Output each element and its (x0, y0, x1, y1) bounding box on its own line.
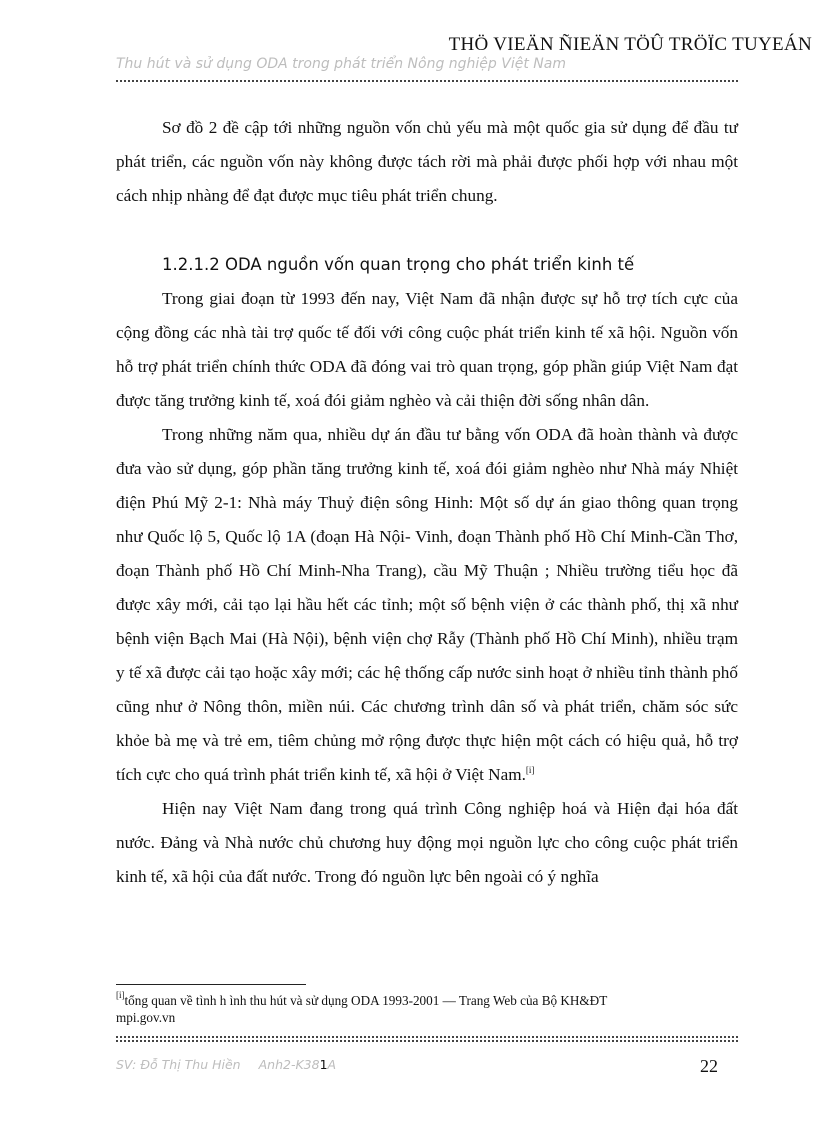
paragraph-1: Trong giai đoạn từ 1993 đến nay, Việt Nam đã nhận được sự hỗ trợ tích cực của cộng đồng các nhà tài trợ quốc tế đối với công cuộc phát triển kinh tế xã hội. Nguồn vốn hỗ trợ phát triển chính thức ODA đã đóng vai trò quan trọng, góp phần giúp Việt Nam đạt được tăng trưởng kinh tế, xoá đói giảm nghèo và cải thiện đời sống nhân dân. (116, 289, 738, 410)
footer-class-code: Anh2-K38 (258, 1057, 320, 1072)
footnote-reference[interactable]: [i] (525, 765, 535, 775)
paragraph-2 (116, 418, 738, 792)
header-dotted-rule (116, 80, 738, 82)
footnote-source: mpi.gov.vn (116, 1010, 176, 1025)
footnote-separator (116, 984, 306, 985)
page-number: 22 (700, 1056, 718, 1076)
footer-class-suffix: 1 (319, 1057, 328, 1072)
footer-dotted-rule-second (116, 1040, 738, 1042)
page-body (116, 111, 738, 894)
running-header-title: Thu hút và sử dụng ODA trong phát triển Nông nghiệp Việt Nam (116, 56, 566, 72)
footnote-line (116, 992, 736, 1009)
footnote-marker: [i] (116, 990, 125, 1000)
section-heading: 1.2.1.2 ODA nguồn vốn quan trọng cho phát triển kinh tế (162, 255, 635, 274)
footnote (116, 992, 736, 1026)
footer-author-info (116, 1057, 336, 1072)
paragraph-3: Hiện nay Việt Nam đang trong quá trình Công nghiệp hoá và Hiện đại hóa đất nước. Đảng và Nhà nước chủ chương huy động mọi nguồn lực cho công cuộc phát triển kinh tế, xã hội của đất nước. Trong đó nguồn lực bên ngoài có ý nghĩa (116, 799, 738, 886)
footer-dotted-rule (116, 1036, 738, 1038)
footer-class-tail: A (327, 1057, 337, 1072)
intro-paragraph: Sơ đồ 2 đề cập tới những nguồn vốn chủ yếu mà một quốc gia sử dụng để đầu tư phát triển, các nguồn vốn này không được tách rời mà phải được phối hợp với nhau một cách nhịp nhàng để đạt được mục tiêu phát triển chung. (116, 118, 738, 205)
library-watermark: THÖ VIEÄN ÑIEÄN TÖÛ TRÖÏC TUYEÁN (448, 34, 812, 55)
footnote-text: tổng quan về tình h ình thu hút và sử dụng ODA 1993-2001 — Trang Web của Bộ KH&ĐT (124, 993, 608, 1008)
footer-author: SV: Đỗ Thị Thu Hiền (116, 1057, 241, 1072)
paragraph-2-text: Trong những năm qua, nhiều dự án đầu tư bằng vốn ODA đã hoàn thành và được đưa vào sử dụng, góp phần tăng trưởng kinh tế, xoá đói giảm nghèo như Nhà máy Nhiệt điện Phú Mỹ 2-1: Nhà máy Thuỷ điện sông Hinh: Một số dự án giao thông quan trọng như Quốc lộ 5, Quốc lộ 1A (đoạn Hà Nội- Vinh, đoạn Thành phố Hồ Chí Minh-Cần Thơ, đoạn Thành phố Hồ Chí Minh-Nha Trang), cầu Mỹ Thuận ; Nhiều trường tiểu học đã được xây mới, cải tạo lại hầu hết các tỉnh; một số bệnh viện ở các thành phố, thị xã như bệnh viện Bạch Mai (Hà Nội), bệnh viện chợ Rẫy (Thành phố Hồ Chí Minh), nhiều trạm y tế xã được cải tạo hoặc xây mới; các hệ thống cấp nước sinh hoạt ở nhiều tỉnh thành phố cũng như ở Nông thôn, miền núi. Các chương trình dân số và phát triển, chăm sóc sức khỏe bà mẹ và trẻ em, tiêm chủng mở rộng được thực hiện một cách có hiệu quả, hỗ trợ tích cực cho quá trình phát triển kinh tế, xã hội ở Việt Nam. (116, 425, 738, 784)
